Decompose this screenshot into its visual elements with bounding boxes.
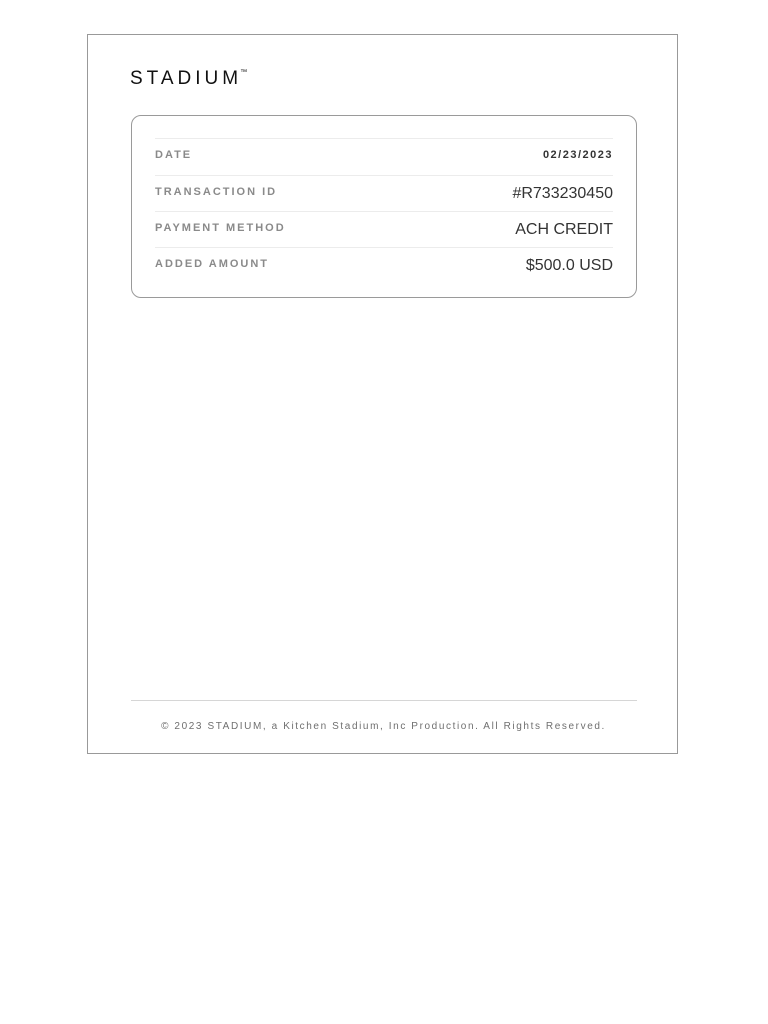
transaction-details-card xyxy=(131,115,637,298)
transaction-id-label: TRANSACTION ID xyxy=(155,185,278,198)
footer-divider xyxy=(131,700,637,701)
stadium-logo xyxy=(130,68,249,90)
receipt-page xyxy=(87,34,678,754)
payment-method-label: PAYMENT METHOD xyxy=(155,221,286,234)
transaction-details-table xyxy=(155,138,613,283)
transaction-id-value: #R733230450 xyxy=(512,184,613,202)
copyright-footer: © 2023 STADIUM, a Kitchen Stadium, Inc Production. All Rights Reserved. xyxy=(161,721,606,732)
detail-row-payment-method xyxy=(155,211,613,247)
detail-row-transaction-id xyxy=(155,175,613,211)
date-label: DATE xyxy=(155,149,193,161)
detail-row-added-amount xyxy=(155,247,613,283)
brand-name: STADIUM xyxy=(130,68,243,89)
added-amount-value: $500.0 USD xyxy=(525,256,613,274)
added-amount-label: ADDED AMOUNT xyxy=(155,257,270,270)
trademark-symbol: ™ xyxy=(240,69,248,76)
payment-method-value: ACH CREDIT xyxy=(515,220,613,238)
detail-row-date xyxy=(155,138,613,175)
date-value: 02/23/2023 xyxy=(542,149,613,161)
